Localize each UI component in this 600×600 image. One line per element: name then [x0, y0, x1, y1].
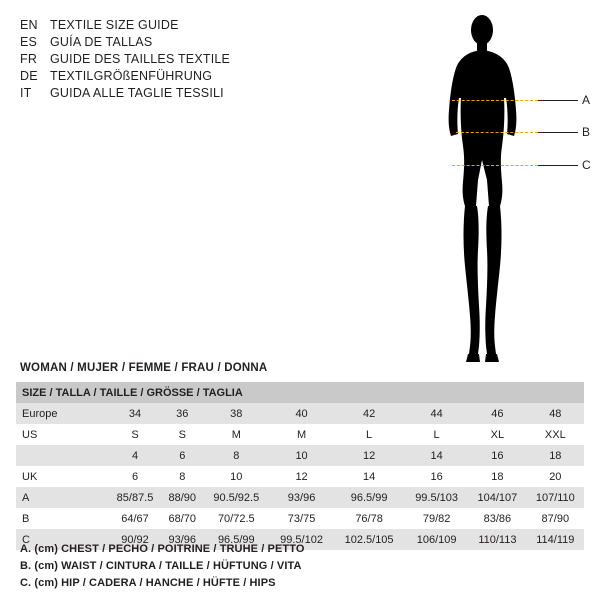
cell: L	[333, 424, 405, 445]
title-text: TEXTILGRÖßENFÜHRUNG	[50, 69, 213, 83]
cell: 6	[108, 466, 162, 487]
measure-label-c: C	[582, 158, 591, 172]
cell: 34	[108, 403, 162, 424]
cell: 90.5/92.5	[203, 487, 271, 508]
row-label: A	[16, 487, 108, 508]
cell: 16	[468, 445, 527, 466]
title-block	[20, 18, 350, 103]
cell: 76/78	[333, 508, 405, 529]
title-row	[20, 18, 350, 35]
cell: 46	[468, 403, 527, 424]
title-text: GUÍA DE TALLAS	[50, 35, 153, 49]
row-label	[16, 445, 108, 466]
waist-leader-line	[538, 132, 578, 133]
row-label: B	[16, 508, 108, 529]
measure-label-b: B	[582, 125, 591, 139]
title-row	[20, 52, 350, 69]
cell: 6	[162, 445, 203, 466]
cell: M	[203, 424, 271, 445]
cell: 18	[468, 466, 527, 487]
cell: L	[405, 424, 468, 445]
table-row	[16, 466, 584, 487]
table-header-label: SIZE / TALLA / TAILLE / GRÖSSE / TAGLIA	[16, 382, 584, 403]
cell: 20	[527, 466, 584, 487]
chest-guide-line	[452, 100, 538, 101]
measure-label-a: A	[582, 93, 591, 107]
cell: 14	[405, 445, 468, 466]
note-b: B. (cm) WAIST / CINTURA / TAILLE / HÜFTUNG / VITA	[20, 560, 302, 572]
cell: 64/67	[108, 508, 162, 529]
row-label: US	[16, 424, 108, 445]
table-row	[16, 403, 584, 424]
cell: 93/96	[162, 529, 203, 550]
cell: 36	[162, 403, 203, 424]
cell: 10	[203, 466, 271, 487]
hip-guide-line	[452, 165, 538, 166]
cell: XXL	[527, 424, 584, 445]
cell: 16	[405, 466, 468, 487]
cell: 42	[333, 403, 405, 424]
cell: 73/75	[270, 508, 333, 529]
cell: 99.5/103	[405, 487, 468, 508]
cell: 70/72.5	[203, 508, 271, 529]
cell: 110/113	[468, 529, 527, 550]
cell: 114/119	[527, 529, 584, 550]
title-lang-code: ES	[20, 35, 38, 49]
cell: 90/92	[108, 529, 162, 550]
waist-guide-line	[456, 132, 538, 133]
cell: XL	[468, 424, 527, 445]
measurement-notes	[20, 541, 305, 592]
cell: 104/107	[468, 487, 527, 508]
table-row	[16, 424, 584, 445]
title-row	[20, 69, 350, 86]
cell: 88/90	[162, 487, 203, 508]
hip-leader-line	[538, 165, 578, 166]
female-silhouette-figure	[430, 10, 590, 370]
row-label: Europe	[16, 403, 108, 424]
row-label: C	[16, 529, 108, 550]
cell: 102.5/105	[333, 529, 405, 550]
table-row	[16, 445, 584, 466]
cell: 38	[203, 403, 271, 424]
cell: 68/70	[162, 508, 203, 529]
cell: M	[270, 424, 333, 445]
cell: 83/86	[468, 508, 527, 529]
title-lang-code: IT	[20, 86, 32, 100]
cell: 79/82	[405, 508, 468, 529]
title-text: GUIDE DES TAILLES TEXTILE	[50, 52, 231, 66]
note-a: A. (cm) CHEST / PECHO / POITRINE / TRUHE / PETTO	[20, 543, 305, 555]
title-text: GUIDA ALLE TAGLIE TESSILI	[50, 86, 224, 100]
silhouette-svg	[430, 10, 590, 370]
title-text: TEXTILE SIZE GUIDE	[50, 18, 179, 32]
chest-leader-line	[538, 100, 578, 101]
cell: 12	[270, 466, 333, 487]
table-row	[16, 487, 584, 508]
cell: 18	[527, 445, 584, 466]
cell: 106/109	[405, 529, 468, 550]
cell: S	[108, 424, 162, 445]
cell: 44	[405, 403, 468, 424]
cell: 10	[270, 445, 333, 466]
section-title: WOMAN / MUJER / FEMME / FRAU / DONNA	[20, 362, 268, 374]
cell: 40	[270, 403, 333, 424]
cell: S	[162, 424, 203, 445]
title-lang-code: EN	[20, 18, 38, 32]
cell: 85/87.5	[108, 487, 162, 508]
table-row	[16, 508, 584, 529]
cell: 93/96	[270, 487, 333, 508]
cell: 8	[162, 466, 203, 487]
cell: 96.5/99	[203, 529, 271, 550]
cell: 107/110	[527, 487, 584, 508]
cell: 96.5/99	[333, 487, 405, 508]
cell: 14	[333, 466, 405, 487]
table-header-row	[16, 382, 584, 403]
title-row	[20, 86, 350, 103]
cell: 48	[527, 403, 584, 424]
title-lang-code: FR	[20, 52, 38, 66]
title-lang-code: DE	[20, 69, 38, 83]
cell: 99.5/102	[270, 529, 333, 550]
title-row	[20, 35, 350, 52]
note-c: C. (cm) HIP / CADERA / HANCHE / HÜFTE / HIPS	[20, 577, 276, 589]
row-label: UK	[16, 466, 108, 487]
cell: 12	[333, 445, 405, 466]
size-table	[16, 382, 584, 550]
cell: 8	[203, 445, 271, 466]
cell: 87/90	[527, 508, 584, 529]
cell: 4	[108, 445, 162, 466]
